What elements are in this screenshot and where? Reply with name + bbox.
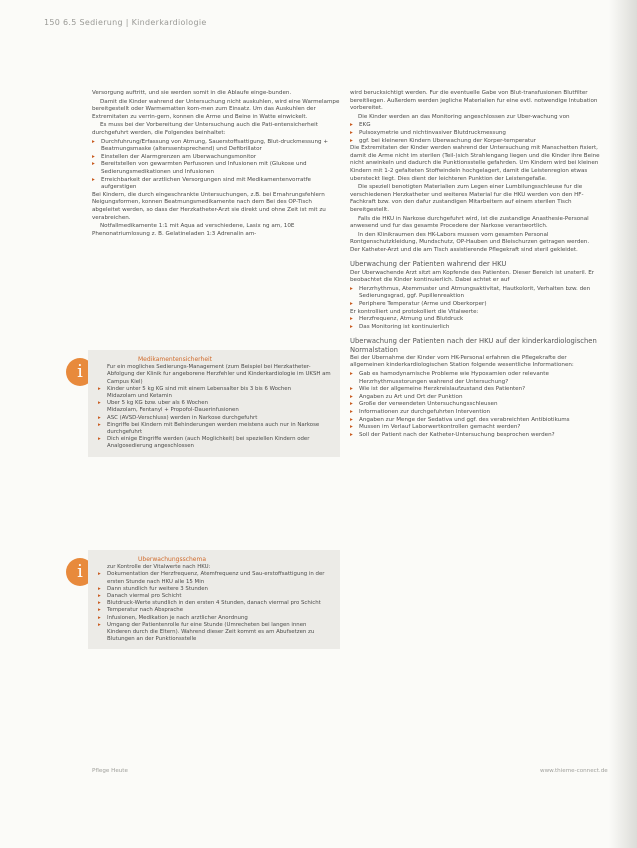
list-item: ▸ Blutdruck-Werte stundlich in den ersten 4 Stunden, danach viermal pro Schicht [98, 600, 332, 607]
list-item: ▸ Das Monitoring ist kontinuierlich [350, 324, 600, 332]
info-icon: i [66, 358, 94, 386]
list-item: ▸ Kinder unter 5 kg KG sind mit einem Lebensalter bis 3 bis 6 Wochen [98, 386, 332, 393]
list-item: ▸ Uber 5 kg KG bzw. uber als 6 Wochen [98, 400, 332, 407]
paragraph: wird berucksichtigt werden. Fur die eventuelle Gabe von Blut-transfusionen Blutfilter bereitliegen. Außerdem werden jegliche Materialien fur eine evtl. notwendige Intubation vorbereitet. [350, 90, 598, 112]
list-item: ▸ Wie ist der allgemeine Herzkreislaufzustand des Patienten? [350, 386, 600, 394]
list-item: Midazolam und Ketamin [107, 393, 172, 400]
list-item: ▸ Dann stundlich fur weitere 3 Stunden [98, 586, 332, 593]
list-item: Midazolam, Fentanyl + Propofol-Dauerinfusionen [107, 407, 239, 414]
list-item: ▸ Große der verwendeten Untersuchungsschleusen [350, 401, 600, 409]
list-item: ▸ ASC (AVSD-Verschluss) werden in Narkose durchgefuhrt [98, 415, 332, 422]
list-item: ▸ Mussen im Verlauf Laborwertkontrollen gemacht werden? [350, 424, 600, 432]
paragraph: Die Extremitaten der Kinder werden wahrend der Untersuchung mit Manschetten fixiert, damit die Arme nicht im sterilen (Teil-)sich Strahlengang liegen und die Kinder ihre Beine nicht anwinkeln und dadurch die Punktionsstelle gefahrden. Um Kindern wird bei kleinen Kindern mit 1-2 gefalteten Stoffwindeln hochgelagert, damit die Leistenregion etwas ubersteckt liegt. Dies dient der leichteren Punktion der Leistengefaße. [350, 145, 600, 182]
info-icon: i [66, 558, 94, 586]
page-header: 150 6.5 Sedierung | Kinderkardiologie [44, 18, 207, 27]
section-heading: Uberwachung der Patienten wahrend der HKU [350, 260, 507, 269]
box-title: Medikamentensicherheit [138, 356, 213, 363]
list-item: ▸ Temperatur nach Absprache [98, 607, 332, 614]
list-item: ▸ Herzfrequenz, Atmung und Blutdruck [350, 316, 600, 324]
list-item: ▸ Umgang der Patientenrolle fur eine Stunde (Umrecheten bei langen innen Kinderen durch die Eltern). Wahrend dieser Zeit kommt es am Abufsetzen zu Blutungen an der Punktionsstelle [98, 622, 332, 644]
list-item: ▸ Erreichbarkeit der arztlichen Versorgungen sind mit Medikamentenvorratfe aufgerstigen [92, 177, 340, 192]
list-item: ▸ Angaben zu Art und Ort der Punktion [350, 394, 600, 402]
paragraph: Bei der Ubernahme der Kinder vom HK-Personal erfahren die Pflegekrafte der allgemeinen kinderkardiologischen Station folgende wesentliche Informationen: [350, 354, 574, 369]
monitoring-list [350, 122, 600, 145]
footer-right: www.thieme-connect.de [540, 768, 608, 774]
list-item: Er kontrolliert und protokolliert die Vitalwerte: [350, 308, 479, 315]
list-item: ▸ Einstellen der Alarmgrenzen am Uberwachungsmonitor [92, 154, 340, 162]
left-column [92, 90, 340, 239]
list-item: ▸ Informationen zur durchgefuhrten Intervention [350, 409, 600, 417]
paragraph: Es muss bei der Vorbereitung der Untersuchung auch die Pati-entensicherheit durchgefuhrt werden, die Folgendes beinhaltet: [92, 122, 318, 136]
paragraph: Falls die HKU in Narkose durchgefuhrt wird, ist die zustandige Anasthesie-Personal anwesend und fur das gesamte Procedere der Narkose verantwortlich. [350, 215, 589, 230]
list-item: ▸ Gab es hamodynamische Probleme wie Hypoxamien oder relevante Herzrhythmusstorungen wahrend der Untersuchung? [350, 371, 600, 386]
box-title: Uberwachungsschema [138, 556, 207, 563]
list-item: ▸ Dich einige Eingriffe werden (auch Moglichkeit) bei speziellen Kindern oder Analgosedierung angeschlossen [98, 436, 332, 450]
list-item: Fur ein mogliches Sedierungs-Management (zum Beispiel bei Herzkatheter-Abfolgung der Klinik fur angeborene Herzfehler und Kinderkardiologie im UKSH am Campus Kiel) [107, 364, 331, 385]
list-item: ▸ Eingriffe bei Kindern mit Behinderungen werden meistens auch nur in Narkose durchgefuhrt [98, 422, 332, 436]
list-item: ▸ Pulsoxymetrie und nichtinvasiver Blutdruckmessung [350, 130, 600, 138]
list-item: ▸ EKG [350, 122, 600, 130]
paragraph: Die Kinder werden an das Monitoring angeschlossen zur Uber-wachung von [358, 113, 570, 120]
list-item: ▸ Infusionen, Medikation je nach arztlicher Anordnung [98, 615, 332, 622]
right-column [350, 90, 600, 439]
section-heading: Uberwachung der Patienten nach der HKU auf der kinderkardiologischen Normalstation [350, 337, 597, 354]
paragraph: Bei Kindern, die durch eingeschrankte Untersuchungen, z.B. bei Ernahrungsfehlern Neigungsformen, konnen Beatmungsmedikamente nach dem Bei des OP-Tisch abgeleitet werden, so dass der Herzkatheter-Arzt sie direkt und ohne Zeit ist mit zu verabreichen. [92, 191, 326, 221]
footer-left: Pflege Heute [92, 768, 128, 774]
paragraph: Die speziell benotigten Materialien zum Legen einer Lumbilungsschleuse fur die verschiedenen Herzkatheter und weiteres Material fur die HKU werden von den HF-Fachkraft bzw. von den dafur zustandigen Mitarbeitern auf einem sterilen Tisch bereitgestellt. [350, 184, 584, 213]
paragraph: Der Uberwachende Arzt sitzt am Kopfende des Patienten. Dieser Bereich ist unsteril. Er beobachtet die Kinder kontinuierlich. Dabei achtet er auf [350, 269, 595, 284]
paragraph: Versorgung auftritt, und sie werden somit in die Ablaufe einge-bunden. [92, 90, 292, 96]
box-list [88, 564, 332, 643]
paragraph: Notfallmedikamente 1:1 mit Aqua ad verschiedene, Lasix ng am, 10E Phenonatriumlosung z. B. Gelatineladen 1:3 Adrenalin am- [92, 223, 295, 237]
list-item: ▸ Dokumentation der Herzfrequenz, Atemfrequenz und Sau-erstoffsattigung in der ersten Stunde nach HKU alle 15 Min [98, 571, 332, 585]
paragraph: Damit die Kinder wahrend der Untersuchung nicht auskuhlen, wird eine Warmelampe bereitgestellt oder Warmematten kom-men zum Einsatz. Um das Auskuhlen der Extremitaten zu verrin-gern, konnen die Arme und Beine in Watte einwickelt. [92, 98, 340, 120]
safety-list [92, 139, 340, 192]
page-edge-shadow [609, 0, 637, 848]
list-item: zur Kontrolle der Vitalwerte nach HKU: [107, 564, 211, 571]
observation-list [350, 286, 600, 332]
list-item: ▸ Danach viermal pro Schicht [98, 593, 332, 600]
medication-safety-box [88, 350, 340, 457]
handover-list [350, 371, 600, 439]
list-item: ▸ ggf. bei kleineren Kindern Uberwachung der Korper-temperatur [350, 138, 600, 146]
list-item: ▸ Bereitstellen von gewarmten Perfusoren und Infusionen mit (Glukose und Sedierungsmedikationen und Infusionen [92, 161, 340, 176]
list-item: ▸ Herzrhythmus, Atemmuster und Atmungsaktivitat, Hautkolorit, Verhalten bzw. den Sedierungsgrad, ggf. Pupillenreaktion [350, 286, 600, 301]
list-item: ▸ Angaben zur Menge der Sedativa und ggf. des verabreichten Antibiotikums [350, 417, 600, 425]
list-item: ▸ Durchfuhrung/Erfassung von Atmung, Sauerstoffsattigung, Blut-druckmessung + Beatmungsmaske (alterssentsprechend) und Defibrillator [92, 139, 340, 154]
box-list [88, 364, 332, 450]
paragraph: In den Klinikraumen des HK-Labors mussen vom gesamten Personal Rontgenschutzkleidung, Mundschutz, OP-Hauben und Bleischurzen getragen werden. Der Katheter-Arzt und die am Tisch assistierende Pflegekraft sind steril gekleidet. [350, 231, 590, 253]
list-item: ▸ Soll der Patient nach der Katheter-Untersuchung besprochen werden? [350, 432, 600, 440]
list-item: ▸ Periphere Temperatur (Arme und Oberkorper) [350, 301, 600, 309]
monitoring-scheme-box [88, 550, 340, 649]
